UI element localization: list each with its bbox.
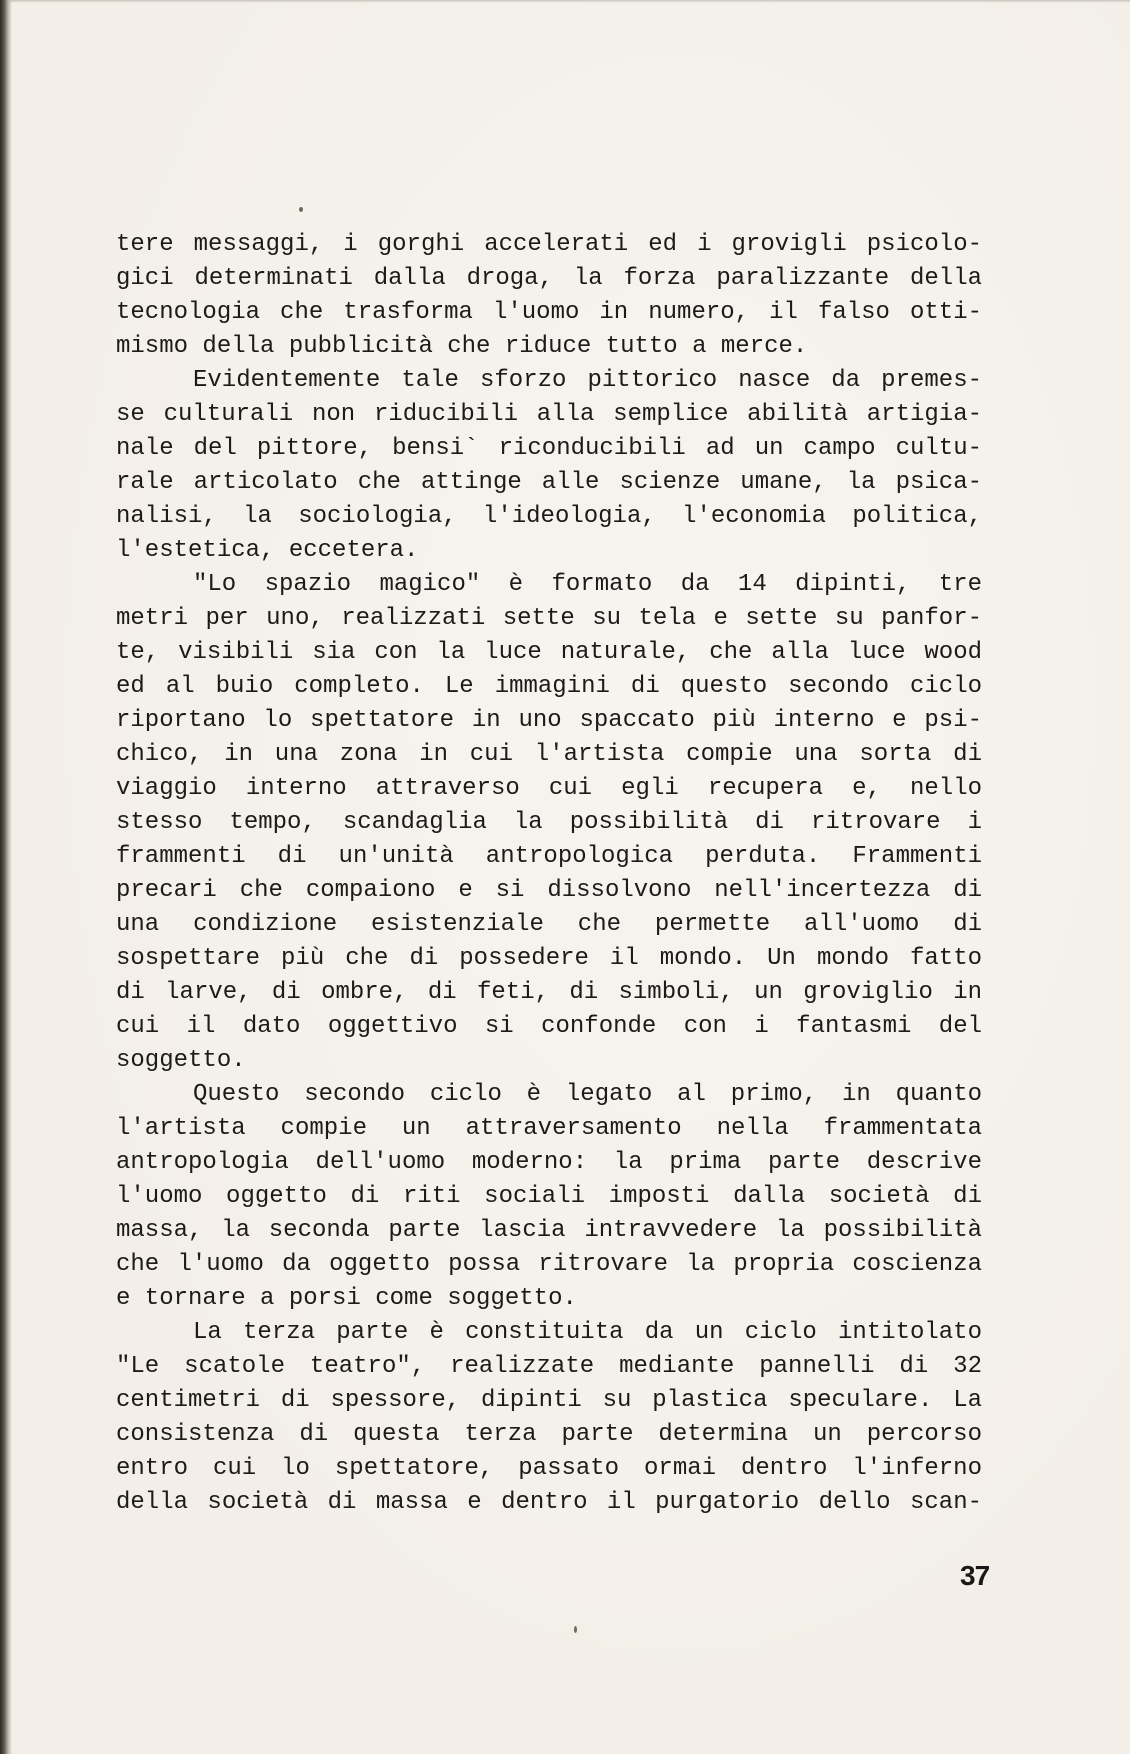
text-line: antropologia dell'uomo moderno: la prima parte descrive: [116, 1149, 982, 1176]
text-line: chico, in una zona in cui l'artista compie una sorta di: [116, 741, 982, 768]
text-line: precari che compaiono e si dissolvono nell'incertezza di: [116, 877, 982, 904]
text-line: ed al buio completo. Le immagini di questo secondo ciclo: [116, 673, 982, 700]
text-line: "Le scatole teatro", realizzate mediante pannelli di 32: [116, 1353, 982, 1380]
page-number: 37: [960, 1560, 990, 1591]
text-line: soggetto.: [116, 1047, 246, 1074]
text-line: mismo della pubblicità che riduce tutto a merce.: [116, 333, 808, 360]
text-line: nale del pittore, bensi` riconducibili ad un campo cultu-: [116, 435, 982, 462]
text-line: l'uomo oggetto di riti sociali imposti dalla società di: [116, 1183, 982, 1210]
text-line: Evidentemente tale sforzo pittorico nasce da premes-: [193, 367, 982, 394]
text-line: viaggio interno attraverso cui egli recupera e, nello: [116, 775, 982, 802]
text-line: nalisi, la sociologia, l'ideologia, l'economia politica,: [116, 503, 982, 530]
text-line: rale articolato che attinge alle scienze umane, la psica-: [116, 469, 982, 496]
body-text: [116, 228, 982, 1520]
text-line: della società di massa e dentro il purgatorio dello scan-: [116, 1489, 982, 1516]
text-line: una condizione esistenziale che permette all'uomo di: [116, 911, 982, 938]
text-line: se culturali non riducibili alla semplice abilità artigia-: [116, 401, 982, 428]
text-line: La terza parte è constituita da un ciclo intitolato: [193, 1319, 982, 1346]
page-top-edge: [0, 0, 1130, 3]
text-line: te, visibili sia con la luce naturale, che alla luce wood: [116, 639, 982, 666]
text-line: consistenza di questa terza parte determina un percorso: [116, 1421, 982, 1448]
text-line: l'estetica, eccetera.: [116, 537, 419, 564]
text-line: tecnologia che trasforma l'uomo in numero, il falso otti-: [116, 299, 982, 326]
text-line: massa, la seconda parte lascia intravvedere la possibilità: [116, 1217, 982, 1244]
text-line: entro cui lo spettatore, passato ormai dentro l'inferno: [116, 1455, 982, 1482]
text-line: riportano lo spettatore in uno spaccato più interno e psi-: [116, 707, 982, 734]
text-line: "Lo spazio magico" è formato da 14 dipinti, tre: [193, 571, 982, 598]
binding-shadow: [0, 0, 12, 1754]
text-line: di larve, di ombre, di feti, di simboli, un groviglio in: [116, 979, 982, 1006]
text-line: che l'uomo da oggetto possa ritrovare la propria coscienza: [116, 1251, 982, 1278]
paper-speck: [574, 1626, 577, 1633]
text-line: metri per uno, realizzati sette su tela e sette su panfor-: [116, 605, 982, 632]
text-line: stesso tempo, scandaglia la possibilità di ritrovare i: [116, 809, 982, 836]
text-line: gici determinati dalla droga, la forza paralizzante della: [116, 265, 982, 292]
text-line: sospettare più che di possedere il mondo. Un mondo fatto: [116, 945, 982, 972]
paper-speck: [299, 207, 303, 212]
text-line: tere messaggi, i gorghi accelerati ed i grovigli psicolo-: [116, 231, 982, 258]
text-line: l'artista compie un attraversamento nella frammentata: [116, 1115, 982, 1142]
text-line: cui il dato oggettivo si confonde con i fantasmi del: [116, 1013, 982, 1040]
text-line: centimetri di spessore, dipinti su plastica speculare. La: [116, 1387, 982, 1414]
text-line: frammenti di un'unità antropologica perduta. Frammenti: [116, 843, 982, 870]
text-line: e tornare a porsi come soggetto.: [116, 1285, 577, 1312]
text-line: Questo secondo ciclo è legato al primo, in quanto: [193, 1081, 982, 1108]
